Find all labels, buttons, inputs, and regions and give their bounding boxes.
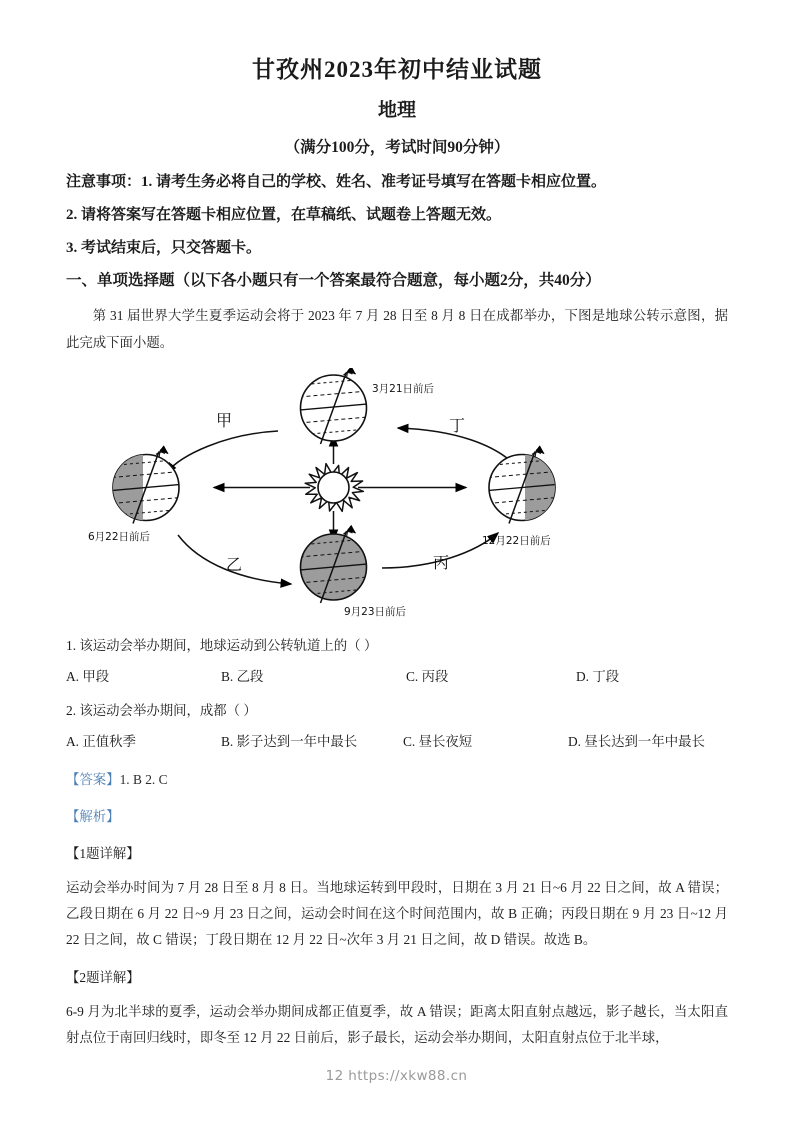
globe-top — [300, 372, 368, 444]
question-1-stem: 1. 该运动会举办期间，地球运动到公转轨道上的（ ） — [66, 637, 378, 653]
notice-line-2: 2. 请将答案写在答题卡相应位置，在草稿纸、试题卷上答题无效。 — [66, 206, 502, 223]
notice-line-3: 3. 考试结束后，只交答题卡。 — [66, 240, 262, 257]
globe-bottom — [300, 531, 368, 603]
detail-2-head: 【2题详解】 — [66, 970, 140, 986]
arc-label-ding: 丁 — [449, 417, 466, 435]
arc-label-bing: 丙 — [433, 554, 450, 572]
q2-option-b[interactable]: B. 影子达到一年中最长 — [221, 734, 358, 750]
page-footer: 12 https://xkw88.cn — [325, 1068, 468, 1084]
q1-option-c[interactable]: C. 丙段 — [406, 669, 449, 685]
earth-revolution-figure — [66, 368, 728, 623]
detail-2-body: 6-9 月为北半球的夏季，运动会举办期间成都正值夏季，故 A 错误；距离太阳直射点越远，影子越长，当太阳直射点位于南回归线时，即冬至 12 月 22 日前后，影子最长，运动会举办期间，太阳直射点位于北半球， — [66, 1003, 728, 1045]
stimulus-paragraph: 第 31 届世界大学生夏季运动会将于 2023 年 7 月 28 日至 8 月 8 日在成都举办，下图是地球公转示意图，据此完成下面小题。 — [66, 308, 728, 350]
analysis-line — [66, 804, 728, 829]
answer-values: 1. B 2. C — [119, 771, 168, 787]
globe-top-date-label: 3月21日前后 — [372, 382, 435, 395]
question-1-options — [66, 664, 728, 689]
question-2-stem: 2. 该运动会举办期间，成都（ ） — [66, 702, 257, 718]
question-2-options — [66, 729, 728, 754]
arc-label-yi: 乙 — [226, 556, 243, 574]
q2-option-d[interactable]: D. 昼长达到一年中最长 — [568, 734, 705, 750]
page-title: 甘孜州2023年初中结业试题 — [252, 57, 542, 82]
answer-tag: 【答案】 — [66, 771, 120, 787]
section-heading: 一、单项选择题（以下各小题只有一个答案最符合题意，每小题2分，共40分） — [66, 272, 601, 290]
q2-option-c[interactable]: C. 昼长夜短 — [403, 734, 473, 750]
globe-left-date-label: 6月22日前后 — [88, 530, 151, 543]
globe-right — [488, 451, 556, 523]
analysis-tag: 【解析】 — [66, 809, 120, 825]
q2-option-a[interactable]: A. 正值秋季 — [66, 734, 136, 750]
globe-right-date-label: 12月22日前后 — [482, 534, 551, 547]
globe-left — [112, 451, 180, 523]
notice-line-1: 注意事项：1. 请考生务必将自己的学校、姓名、准考证号填写在答题卡相应位置。 — [66, 173, 607, 190]
globe-bottom-date-label: 9月23日前后 — [344, 605, 407, 618]
q1-option-d[interactable]: D. 丁段 — [576, 669, 620, 685]
answer-line — [66, 767, 728, 792]
score-line: （满分100分，考试时间90分钟） — [284, 138, 510, 156]
q1-option-a[interactable]: A. 甲段 — [66, 669, 110, 685]
detail-1-body: 运动会举办时间为 7 月 28 日至 8 月 8 日。当地球运转到甲段时，日期在 3 月 21 日~6 月 22 日之间，故 A 错误；乙段日期在 6 月 22 日~9 月 23 日之间，运动会时间在这个时间范围内，故 B 正确；丙段日期在 9 月 23 日~12 月 22 日之间，故 C 错误；丁段日期在 12 月 22 日~次年 3 月 21 日之间，故 D 错误。故选 B。 — [66, 879, 728, 948]
subject-title: 地理 — [377, 99, 416, 121]
sun-icon — [305, 463, 363, 511]
arc-label-jia: 甲 — [216, 412, 233, 430]
page-content — [66, 55, 728, 1053]
q1-option-b[interactable]: B. 乙段 — [221, 669, 264, 685]
detail-1-head: 【1题详解】 — [66, 846, 140, 862]
